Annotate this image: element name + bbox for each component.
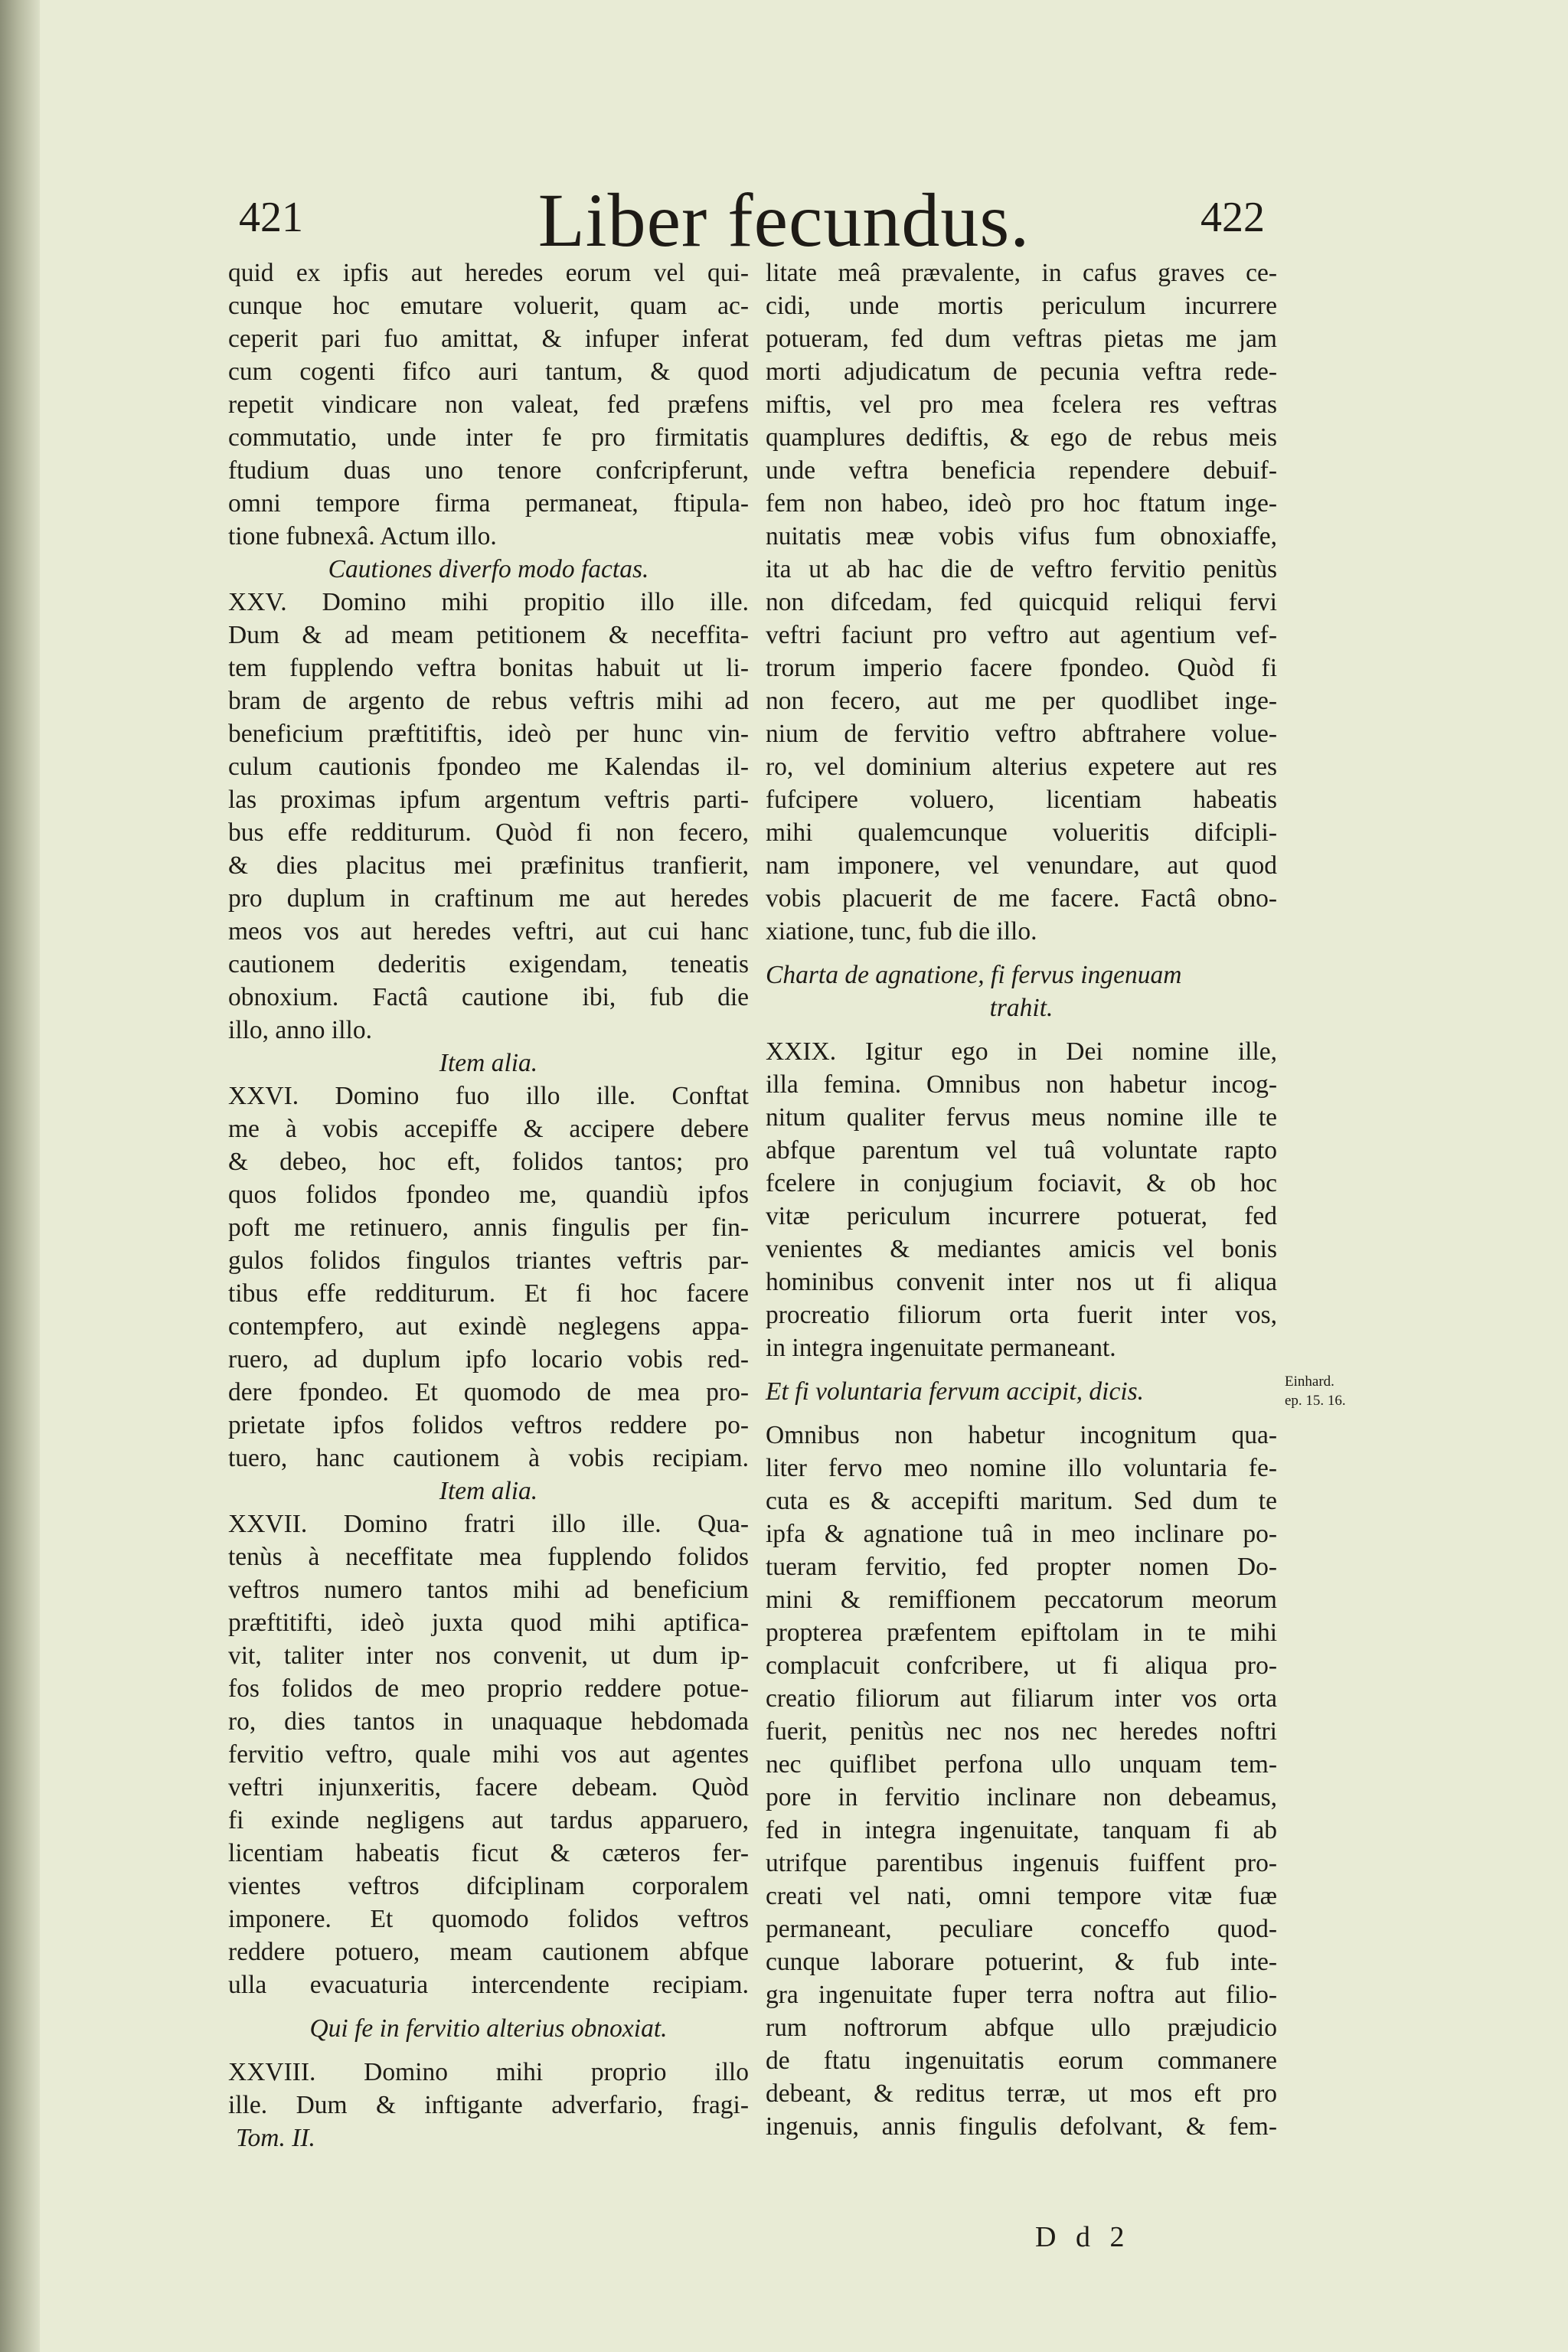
- text-line: Dum & ad meam petitionem & neceffita-: [228, 621, 749, 649]
- text-line: tem fupplendo veftra bonitas habuit ut li-: [228, 654, 749, 682]
- text-line: liter fervo meo nomine illo voluntaria fe-: [766, 1454, 1277, 1482]
- text-line: in integra ingenuitate permaneant.: [766, 1334, 1116, 1362]
- text-line: meos vos aut heredes veftri, aut cui hanc: [228, 917, 749, 946]
- text-line: beneficium præftitiftis, ideò per hunc vin-: [228, 720, 749, 748]
- text-line: quamplures dediftis, & ego de rebus meis: [766, 423, 1277, 452]
- text-line: fem non habeo, ideò pro hoc ftatum inge-: [766, 489, 1277, 518]
- section-heading: Qui fe in fervitio alterius obnoxiat.: [309, 2014, 668, 2043]
- text-line: ille. Dum & inftigante adverfario, fragi-: [228, 2091, 749, 2119]
- text-line: ipfa & agnatione tuâ in meo inclinare po-: [766, 1520, 1277, 1548]
- text-line: fos folidos de meo proprio reddere potue-: [228, 1674, 749, 1703]
- text-line: miftis, vel pro mea fcelera res veftras: [766, 390, 1277, 419]
- page-title: Liber fecundus.: [537, 178, 1031, 263]
- volume-mark: Tom. II.: [236, 2124, 315, 2152]
- text-line: Omnibus non habetur incognitum qua-: [766, 1421, 1277, 1449]
- text-line: ftudium duas uno tenore confcripferunt,: [228, 456, 749, 485]
- text-line: nitum qualiter fervus meus nomine ille te: [766, 1103, 1277, 1132]
- text-line: fed in integra ingenuitate, tanquam fi ab: [766, 1816, 1277, 1844]
- spacer: [766, 1364, 1277, 1375]
- text-line: trorum imperio facere fpondeo. Quòd fi: [766, 654, 1277, 682]
- text-line: nam imponere, vel venundare, aut quod: [766, 851, 1277, 880]
- margin-note-line: ep. 15. 16.: [1285, 1393, 1346, 1409]
- spacer: [228, 2001, 749, 2012]
- page-number-right: 422: [1200, 194, 1265, 241]
- text-line: non fecero, aut me per quodlibet inge-: [766, 687, 1277, 715]
- text-line: quid ex ipfis aut heredes eorum vel qui-: [228, 259, 749, 287]
- text-line: procreatio filiorum orta fuerit inter vos,: [766, 1301, 1277, 1329]
- spacer: [766, 1408, 1277, 1419]
- right-column: [766, 256, 1277, 2143]
- text-line: licentiam habeatis ficut & cæteros fer-: [228, 1839, 749, 1867]
- text-line: cidi, unde mortis periculum incurrere: [766, 292, 1277, 320]
- text-line: XXIX. Igitur ego in Dei nomine ille,: [766, 1037, 1277, 1066]
- text-line: complacuit confcribere, ut fi aliqua pro-: [766, 1651, 1277, 1680]
- text-line: cunque laborare potuerint, & fub inte-: [766, 1948, 1277, 1976]
- running-head: [0, 176, 1568, 268]
- text-line: las proximas ipfum argentum veftris parti-: [228, 786, 749, 814]
- text-line: mihi qualemcunque volueritis difcipli-: [766, 818, 1277, 847]
- text-line: vientes veftros difciplinam corporalem: [228, 1872, 749, 1900]
- text-line: tuero, hanc cautionem à vobis recipiam.: [228, 1444, 749, 1472]
- text-line: quos folidos fpondeo me, quandiù ipfos: [228, 1181, 749, 1209]
- text-line: XXV. Domino mihi propitio illo ille.: [228, 588, 749, 616]
- text-line: tione fubnexâ. Actum illo.: [228, 522, 497, 550]
- text-line: fuerit, penitùs nec nos nec heredes noftri: [766, 1717, 1277, 1746]
- text-line: xiatione, tunc, fub die illo.: [766, 917, 1037, 946]
- text-line: & debeo, hoc eft, folidos tantos; pro: [228, 1148, 749, 1176]
- text-line: XXVIII. Domino mihi proprio illo: [228, 2058, 749, 2086]
- text-line: culum cautionis fpondeo me Kalendas il-: [228, 753, 749, 781]
- text-line: ro, dies tantos in unaquaque hebdomada: [228, 1707, 749, 1736]
- text-line: mini & remiffionem peccatorum meorum: [766, 1586, 1277, 1614]
- text-line: XXVI. Domino fuo illo ille. Conftat: [228, 1082, 749, 1110]
- text-line: nec quiflibet perfona ullo unquam tem-: [766, 1750, 1277, 1779]
- text-line: imponere. Et quomodo folidos veftros: [228, 1905, 749, 1933]
- text-line: fcelere in conjugium fociavit, & ob hoc: [766, 1169, 1277, 1197]
- text-line: repetit vindicare non valeat, fed præfens: [228, 390, 749, 419]
- text-line: commutatio, unde inter fe pro firmitatis: [228, 423, 749, 452]
- text-line: cunque hoc emutare voluerit, quam ac-: [228, 292, 749, 320]
- text-line: illa femina. Omnibus non habetur incog-: [766, 1070, 1277, 1099]
- signature-mark: D d 2: [1035, 2221, 1131, 2253]
- page-number-left: 421: [239, 194, 303, 241]
- text-line: poft me retinuero, annis fingulis per fin-: [228, 1214, 749, 1242]
- text-line: creatio filiorum aut filiarum inter vos orta: [766, 1684, 1277, 1713]
- text-line: XXVII. Domino fratri illo ille. Qua-: [228, 1510, 749, 1538]
- text-line: ceperit pari fuo amittat, & infuper inferat: [228, 325, 749, 353]
- section-heading: Et fi voluntaria fervum accipit, dicis.: [766, 1377, 1145, 1406]
- text-line: tibus effe redditurum. Et fi hoc facere: [228, 1279, 749, 1308]
- text-line: tenùs à neceffitate mea fupplendo folidos: [228, 1543, 749, 1571]
- text-line: ulla evacuaturia intercendente recipiam.: [228, 1971, 749, 1999]
- text-line: cuta es & accepifti maritum. Sed dum te: [766, 1487, 1277, 1515]
- text-line: utrifque parentibus ingenuis fuiffent pro-: [766, 1849, 1277, 1877]
- text-line: nuitatis meæ vobis vifus fum obnoxiaffe,: [766, 522, 1277, 550]
- text-line: ro, vel dominium alterius expetere aut res: [766, 753, 1277, 781]
- text-line: de ftatu ingenuitatis eorum commanere: [766, 2047, 1277, 2075]
- section-heading: Item alia.: [439, 1477, 538, 1505]
- text-line: hominibus convenit inter nos ut fi aliqua: [766, 1268, 1277, 1296]
- text-line: fufcipere voluero, licentiam habeatis: [766, 786, 1277, 814]
- text-line: creati vel nati, omni tempore vitæ fuæ: [766, 1882, 1277, 1910]
- text-line: rum noftrorum abfque ullo præjudicio: [766, 2014, 1277, 2042]
- text-line: unde veftra beneficia rependere debuif-: [766, 456, 1277, 485]
- text-line: bus effe redditurum. Quòd fi non fecero,: [228, 818, 749, 847]
- text-line: vobis placuerit de me facere. Factâ obno-: [766, 884, 1277, 913]
- text-line: ingenuis, annis fingulis defolvant, & fem-: [766, 2112, 1277, 2141]
- text-line: permaneant, peculiare conceffo quod-: [766, 1915, 1277, 1943]
- text-line: debeant, & reditus terræ, ut mos eft pro: [766, 2079, 1277, 2108]
- text-line: tueram fervitio, fed propter nomen Do-: [766, 1553, 1277, 1581]
- text-line: potueram, fed dum veftras pietas me jam: [766, 325, 1277, 353]
- text-line: cautionem dederitis exigendam, teneatis: [228, 950, 749, 978]
- text-line: ita ut ab hac die de veftro fervitio penitùs: [766, 555, 1277, 583]
- text-line: non difcedam, fed quicquid reliqui fervi: [766, 588, 1277, 616]
- text-line: vitæ periculum incurrere potuerat, fed: [766, 1202, 1277, 1230]
- text-line: me à vobis accepiffe & accipere debere: [228, 1115, 749, 1143]
- text-line: prietate ipfos folidos veftros reddere po-: [228, 1411, 749, 1439]
- text-line: ruero, ad duplum ipfo locario vobis red-: [228, 1345, 749, 1374]
- section-heading: Cautiones diverfo modo factas.: [328, 555, 649, 583]
- text-line: fervitio veftro, quale mihi vos aut agentes: [228, 1740, 749, 1769]
- text-line: morti adjudicatum de pecunia veftra rede-: [766, 358, 1277, 386]
- text-line: pro duplum in craftinum me aut heredes: [228, 884, 749, 913]
- left-column: [228, 256, 749, 2154]
- section-heading: trahit.: [989, 994, 1054, 1022]
- text-line: nium de fervitio veftro abftrahere volue-: [766, 720, 1277, 748]
- text-line: cum cogenti fifco auri tantum, & quod: [228, 358, 749, 386]
- text-line: bram de argento de rebus veftris mihi ad: [228, 687, 749, 715]
- text-line: gra ingenuitate fuper terra noftra aut filio-: [766, 1981, 1277, 2009]
- text-line: omni tempore firma permaneat, ftipula-: [228, 489, 749, 518]
- text-line: propterea præfentem epiftolam in te mihi: [766, 1619, 1277, 1647]
- spacer: [766, 1024, 1277, 1035]
- text-line: venientes & mediantes amicis vel bonis: [766, 1235, 1277, 1263]
- text-line: gulos folidos fingulos triantes veftris par-: [228, 1246, 749, 1275]
- text-line: præftitifti, ideò juxta quod mihi aptifica-: [228, 1609, 749, 1637]
- margin-note: [1285, 1372, 1377, 1410]
- text-line: fi exinde negligens aut tardus apparuero,: [228, 1806, 749, 1834]
- text-line: vit, taliter inter nos convenit, ut dum ip-: [228, 1642, 749, 1670]
- text-line: veftri faciunt pro veftro aut agentium vef-: [766, 621, 1277, 649]
- spacer: [766, 948, 1277, 959]
- text-line: litate meâ prævalente, in cafus graves ce-: [766, 259, 1277, 287]
- text-line: reddere potuero, meam cautionem abfque: [228, 1938, 749, 1966]
- text-line: obnoxium. Factâ cautione ibi, fub die: [228, 983, 749, 1011]
- text-line: abfque parentum vel tuâ voluntate rapto: [766, 1136, 1277, 1165]
- margin-note-line: Einhard.: [1285, 1374, 1334, 1390]
- section-heading: Charta de agnatione, fi fervus ingenuam: [766, 961, 1182, 989]
- text-line: veftri injunxeritis, facere debeam. Quòd: [228, 1773, 749, 1802]
- text-line: contempfero, aut exindè neglegens appa-: [228, 1312, 749, 1341]
- text-line: pore in fervitio inclinare non debeamus,: [766, 1783, 1277, 1811]
- text-line: veftros numero tantos mihi ad beneficium: [228, 1576, 749, 1604]
- text-line: & dies placitus mei præfinitus tranfierit,: [228, 851, 749, 880]
- text-line: dere fpondeo. Et quomodo de mea pro-: [228, 1378, 749, 1406]
- spacer: [228, 2045, 749, 2056]
- section-heading: Item alia.: [439, 1049, 538, 1077]
- text-line: illo, anno illo.: [228, 1016, 372, 1044]
